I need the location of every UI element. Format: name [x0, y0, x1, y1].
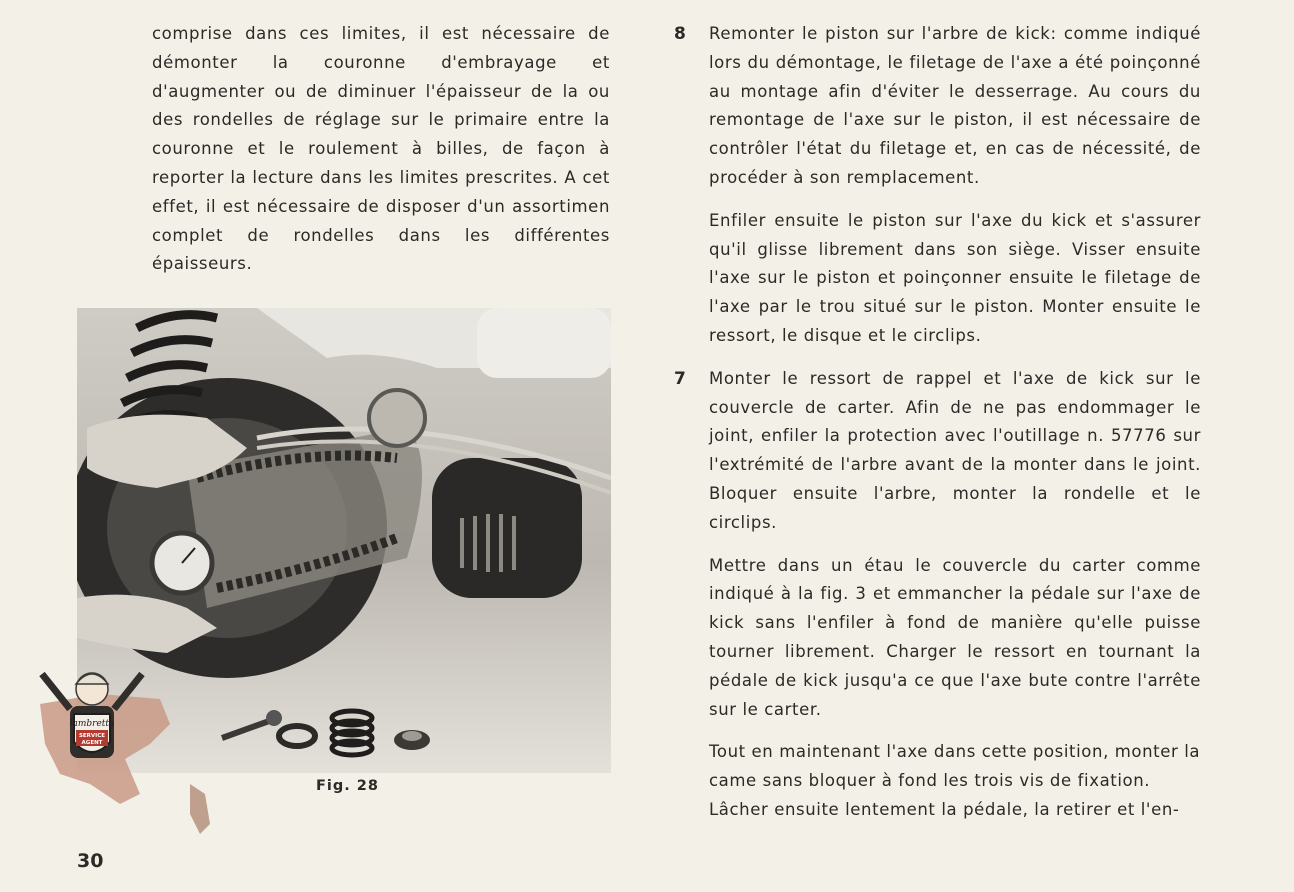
badge-line1: SERVICE — [78, 733, 106, 739]
paragraph: Enfiler ensuite le piston sur l'axe du kick et s'assurer qu'il glisse librement dans son siège. Visser ensuite l'axe sur le piston et poinçonner ensuite le filetage de l'axe par le trou situé sur le piston. Monter ensuite le ressort, le disque et le circlips. — [709, 210, 1201, 345]
paragraph: Monter le ressort de rappel et l'axe de kick sur le couvercle de carter. Afin de ne pas endommager le joint, enfiler la protection avec l'outillage n. 57776 sur l'extrémité de l'arbre avant de la monter dans le joint. Bloquer ensuite l'arbre, monter la rondelle et le circlips. — [709, 368, 1201, 532]
paragraph: Remonter le piston sur l'arbre de kick: comme indiqué lors du démontage, le filetage de l'axe a été poinçonné au montage afin d'éviter le desserrage. Au cours du remontage de l'axe sur le piston, il est nécessaire de contrôler l'état du filetage et, en cas de nécessité, de procéder à son remplacement. — [709, 24, 1201, 187]
step-number: 8 — [674, 24, 686, 44]
page-number: 30 — [77, 850, 104, 872]
step-8 — [674, 20, 1201, 351]
left-column — [152, 20, 610, 293]
lambretta-service-agent-logo — [30, 664, 220, 836]
paragraph: Mettre dans un étau le couvercle du carter comme indiqué à la fig. 3 et emmancher la pédale sur l'axe de kick sans l'enfiler à fond de manière qu'elle puisse tourner librement. Charger le ressort en tournant la pédale de kick jusqu'a ce que l'axe bute contre l'arrête sur le carter. — [709, 555, 1201, 719]
right-column — [674, 20, 1201, 839]
paragraph: Tout en maintenant l'axe dans cette position, monter la came sans bloquer à fond les trois vis de fixation. Lâcher ensuite lentement la pédale, la retirer et l'en- — [709, 742, 1201, 819]
figure-caption: Fig. 28 — [316, 778, 379, 794]
badge-brand: lambretta — [69, 719, 115, 729]
paragraph: comprise dans ces limites, il est nécessaire de démonter la couronne d'embrayage et d'augmenter ou de diminuer l'épaisseur de la ou des rondelles de réglage sur le primaire entre la couronne et le roulement à billes, de façon à reporter la lecture dans les limites prescrites. A cet effet, il est nécessaire de disposer d'un assortimen complet de rondelles dans les différentes épaisseurs. — [152, 24, 610, 274]
step-number: 7 — [674, 368, 686, 389]
step-7 — [674, 365, 1201, 825]
badge-line2: AGENT — [81, 740, 103, 746]
